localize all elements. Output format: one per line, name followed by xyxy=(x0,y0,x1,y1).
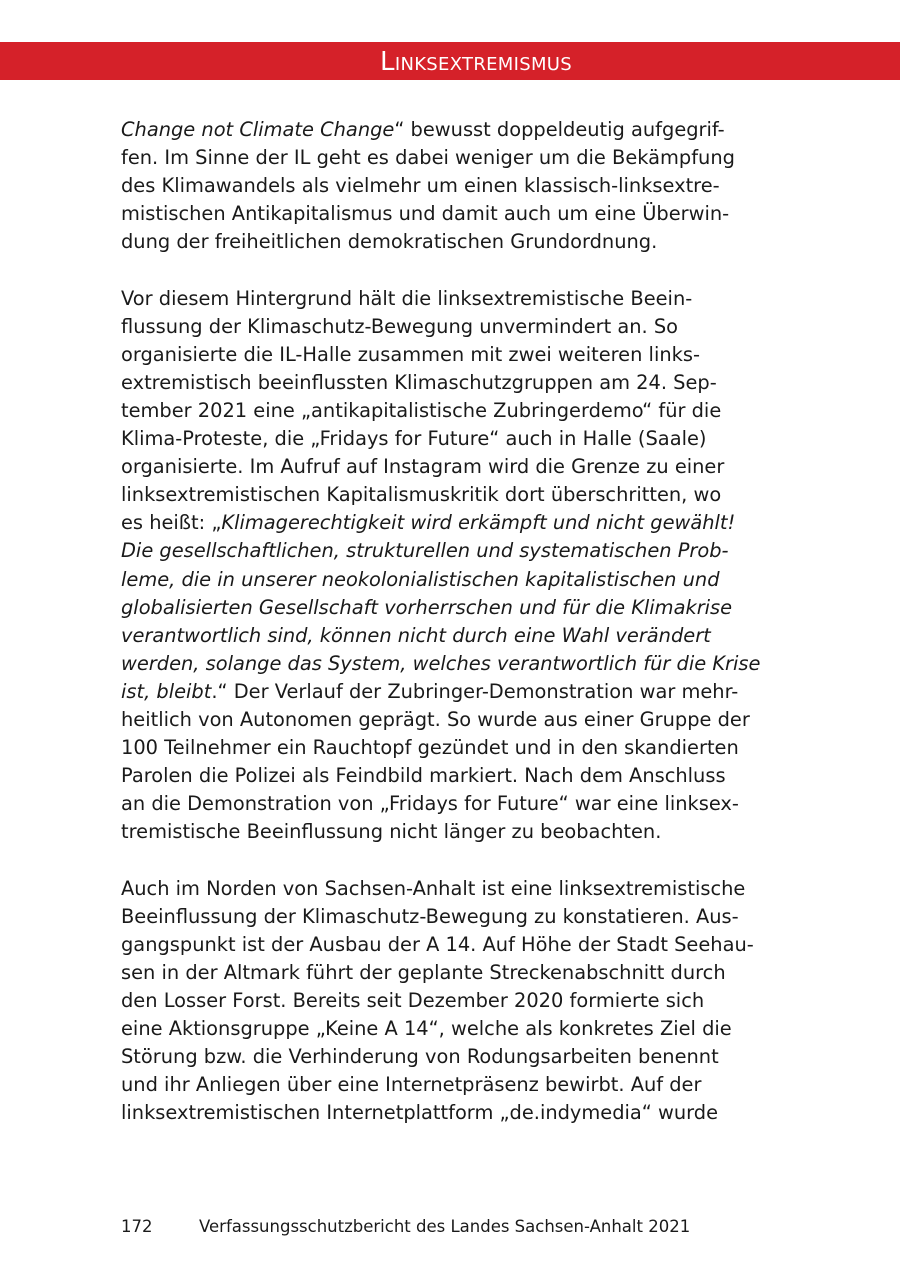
text-line xyxy=(121,762,791,790)
text-line xyxy=(121,509,791,537)
text-segment: organisierte. Im Aufruf auf Instagram wird die Grenze zu einer xyxy=(121,455,725,479)
text-line xyxy=(121,650,791,678)
paragraph xyxy=(121,875,791,1128)
page-number: 172 xyxy=(121,1217,153,1236)
text-line xyxy=(121,903,791,931)
text-line xyxy=(121,228,791,256)
text-line xyxy=(121,172,791,200)
text-line xyxy=(121,734,791,762)
body-text xyxy=(121,116,791,1127)
text-segment: Beeinflussung der Klimaschutz-Bewegung zu konstatieren. Aus- xyxy=(121,904,739,928)
text-segment: linksextremistischen Internetplattform „de.indymedia“ wurde xyxy=(121,1101,719,1125)
text-line xyxy=(121,594,791,622)
text-segment: Auch im Norden von Sachsen-Anhalt ist eine linksextremistische xyxy=(121,876,746,900)
text-segment: eine Aktionsgruppe „Keine A 14“, welche als konkretes Ziel die xyxy=(121,1017,732,1040)
text-line xyxy=(121,116,791,144)
text-segment: sen in der Altmark führt der geplante Streckenabschnitt durch xyxy=(121,960,726,984)
section-title: Linksextremismus xyxy=(380,47,572,77)
text-line xyxy=(121,1099,791,1127)
italic-quote-segment: Die gesellschaftlichen, strukturellen und systematischen Prob- xyxy=(121,539,729,563)
text-line xyxy=(121,706,791,734)
italic-quote-segment: ist, bleibt xyxy=(121,679,212,703)
italic-quote-segment: Klimagerechtigkeit wird erkämpft und nicht gewählt! xyxy=(221,511,736,535)
text-line xyxy=(121,369,791,397)
text-line xyxy=(121,959,791,987)
paragraph-gap xyxy=(121,846,791,874)
italic-quote-segment: werden, solange das System, welches verantwortlich für die Krise xyxy=(121,651,761,675)
text-segment: tremistische Beeinflussung nicht länger zu beobachten. xyxy=(121,820,662,844)
text-segment: und ihr Anliegen über eine Internetpräsenz bewirbt. Auf der xyxy=(121,1073,702,1097)
publication-title: Verfassungsschutzbericht des Landes Sachsen-Anhalt 2021 xyxy=(199,1217,691,1236)
text-line xyxy=(121,397,791,425)
text-line xyxy=(121,1071,791,1099)
paragraph xyxy=(121,285,791,847)
text-segment: Klima-Proteste, die „Fridays for Future“ auch in Halle (Saale) xyxy=(121,427,707,451)
text-segment: tember 2021 eine „antikapitalistische Zubringerdemo“ für die xyxy=(121,398,722,422)
text-segment: linksextremistischen Kapitalismuskritik dort überschritten, wo xyxy=(121,483,722,507)
text-line xyxy=(121,875,791,903)
text-segment: Parolen die Polizei als Feindbild markiert. Nach dem Anschluss xyxy=(121,764,726,788)
text-segment: mistischen Antikapitalismus und damit auch um eine Überwin- xyxy=(121,202,730,226)
paragraph-gap xyxy=(121,256,791,284)
text-line xyxy=(121,313,791,341)
text-line xyxy=(121,481,791,509)
text-line xyxy=(121,1043,791,1071)
text-line xyxy=(121,425,791,453)
text-segment: Vor diesem Hintergrund hält die linksextremistische Beein- xyxy=(121,286,693,310)
section-header-bar xyxy=(0,42,900,80)
italic-quote-segment: leme, die in unserer neokolonialistischen kapitalistischen und xyxy=(121,567,720,591)
text-segment: extremistisch beeinflussten Klimaschutzgruppen am 24. Sep- xyxy=(121,370,717,394)
text-segment: flussung der Klimaschutz-Bewegung unvermindert an. So xyxy=(121,314,679,338)
text-line xyxy=(121,818,791,846)
text-segment: Störung bzw. die Verhinderung von Rodungsarbeiten benennt xyxy=(121,1045,719,1069)
text-segment: heitlich von Autonomen geprägt. So wurde aus einer Gruppe der xyxy=(121,707,750,731)
text-line xyxy=(121,1015,791,1043)
page-footer xyxy=(121,1216,690,1238)
text-line xyxy=(121,285,791,313)
text-line xyxy=(121,144,791,172)
text-line xyxy=(121,200,791,228)
text-segment: .“ Der Verlauf der Zubringer-Demonstration war mehr- xyxy=(211,679,739,703)
text-segment: organisierte die IL-Halle zusammen mit zwei weiteren links- xyxy=(121,342,700,366)
text-line xyxy=(121,931,791,959)
text-line xyxy=(121,566,791,594)
text-line xyxy=(121,790,791,818)
text-line xyxy=(121,453,791,481)
text-line xyxy=(121,537,791,565)
text-segment: den Losser Forst. Bereits seit Dezember 2020 formierte sich xyxy=(121,988,705,1012)
text-segment: an die Demonstration von „Fridays for Future“ war eine linksex- xyxy=(121,792,739,816)
paragraph xyxy=(121,116,791,256)
text-segment: dung der freiheitlichen demokratischen Grundordnung. xyxy=(121,230,658,254)
text-segment: es heißt: „ xyxy=(121,511,222,535)
text-line xyxy=(121,987,791,1015)
text-line xyxy=(121,341,791,369)
text-segment: gangspunkt ist der Ausbau der A 14. Auf Höhe der Stadt Seehau- xyxy=(121,932,754,956)
text-segment: 100 Teilnehmer ein Rauchtopf gezündet und in den skandierten xyxy=(121,736,739,760)
text-segment: des Klimawandels als vielmehr um einen klassisch-linksextre- xyxy=(121,174,720,198)
italic-quote-segment: globalisierten Gesellschaft vorherrschen und für die Klimakrise xyxy=(121,595,733,619)
text-segment: “ bewusst doppeldeutig aufgegrif- xyxy=(394,118,725,141)
italic-quote-segment: Change not Climate Change xyxy=(121,118,395,141)
text-segment: fen. Im Sinne der IL geht es dabei weniger um die Bekämpfung xyxy=(121,146,735,170)
text-line xyxy=(121,622,791,650)
italic-quote-segment: verantwortlich sind, können nicht durch eine Wahl verändert xyxy=(121,623,711,647)
text-line xyxy=(121,678,791,706)
